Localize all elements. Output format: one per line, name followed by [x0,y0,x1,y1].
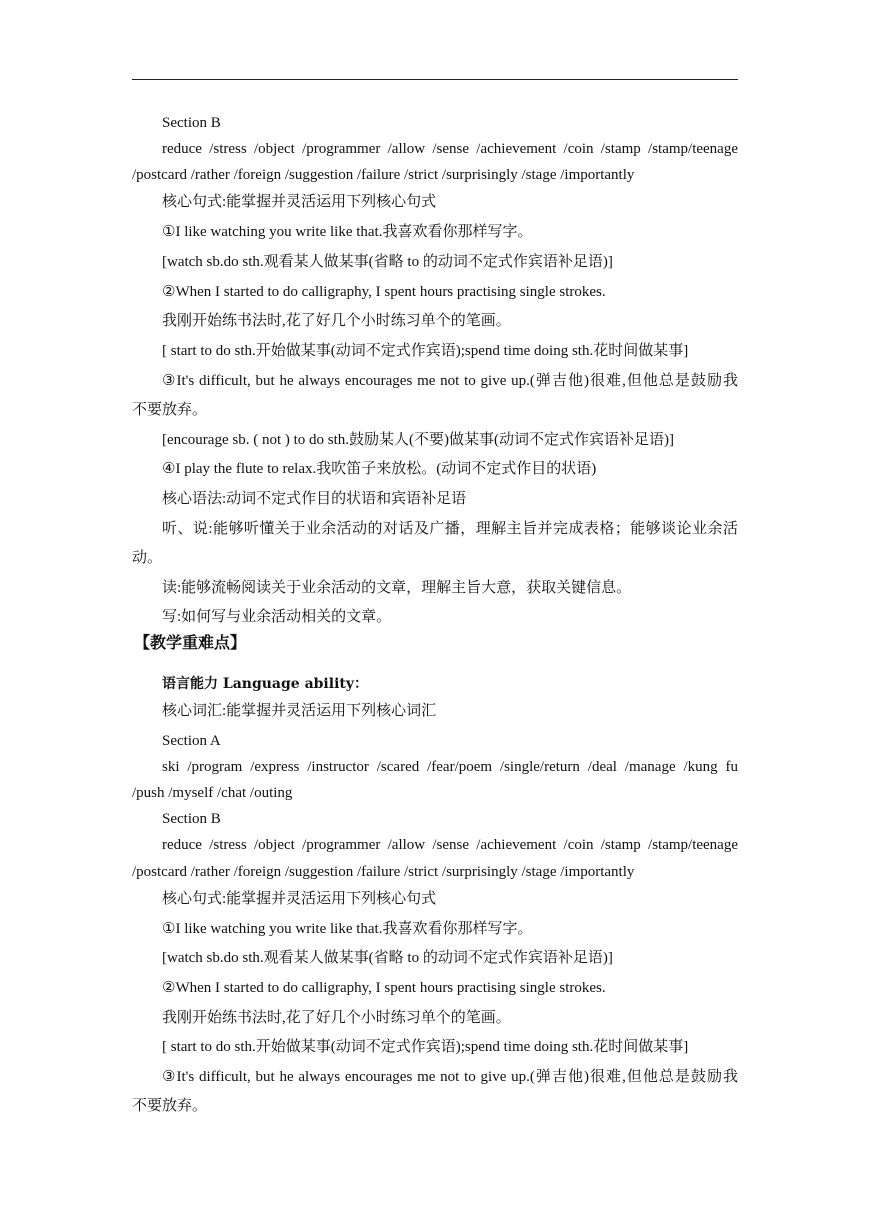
header-rule [132,79,738,80]
sentence-1-b: ①I like watching you write like that.我喜欢看你那样写字。 [162,921,533,937]
vocab-line: reduce /stress /object /programmer /allow /sense /achievement /coin /stamp /stamp/teenage [162,141,738,157]
sentence-3-note: [encourage sb. ( not ) to do sth.鼓励某人(不要)做某事(动词不定式作宾语补足语)] [162,432,675,448]
reading-goal: 读:能够流畅阅读关于业余活动的文章，理解主旨大意，获取关键信息。 [162,580,632,596]
vocab-line-2-continued: /postcard /rather /foreign /suggestion /failure /strict /surprisingly /stage /importantly [132,864,635,880]
sentence-2-b-note: [ start to do sth.开始做某事(动词不定式作宾语);spend time doing sth.花时间做某事] [162,1039,689,1055]
section-b-label: Section B [162,115,221,131]
language-ability-label: 语言能力 Language ability： [162,676,368,692]
sentence-3: ③It's difficult, but he always encourages me not to give up.(弹吉他)很难,但他总是鼓励我 [162,373,738,389]
section-heading: 【教学重难点】 [134,633,247,652]
sentence-2-b-translation: 我刚开始练书法时,花了好几个小时练习单个的笔画。 [162,1010,511,1026]
listening-speaking-goal-continued: 动。 [132,550,163,566]
sentence-3-continued: 不要放弃。 [132,402,208,418]
section-a-label: Section A [162,733,221,749]
sentence-3-b-continued: 不要放弃。 [132,1098,208,1114]
sentence-2: ②When I started to do calligraphy, I spent hours practising single strokes. [162,284,606,300]
section-a-vocab-continued: /push /myself /chat /outing [132,785,293,801]
sentence-1-note: [watch sb.do sth.观看某人做某事(省略 to 的动词不定式作宾语补足语)] [162,254,613,270]
core-sentences-label-2: 核心句式:能掌握并灵活运用下列核心句式 [162,891,437,907]
sentence-3-b: ③It's difficult, but he always encourages me not to give up.(弹吉他)很难,但他总是鼓励我 [162,1069,738,1085]
sentence-2-note: [ start to do sth.开始做某事(动词不定式作宾语);spend time doing sth.花时间做某事] [162,343,689,359]
sentence-1: ①I like watching you write like that.我喜欢看你那样写字。 [162,224,533,240]
core-vocab-label: 核心词汇:能掌握并灵活运用下列核心词汇 [162,703,437,719]
sentence-2-translation: 我刚开始练书法时,花了好几个小时练习单个的笔画。 [162,313,511,329]
writing-goal: 写:如何写与业余活动相关的文章。 [162,609,392,625]
sentence-2-b: ②When I started to do calligraphy, I spent hours practising single strokes. [162,980,606,996]
core-sentences-label: 核心句式:能掌握并灵活运用下列核心句式 [162,194,437,210]
listening-speaking-goal: 听、说:能够听懂关于业余活动的对话及广播，理解主旨并完成表格；能够谈论业余活 [162,521,738,537]
section-b-label-2: Section B [162,811,221,827]
vocab-line-continued: /postcard /rather /foreign /suggestion /failure /strict /surprisingly /stage /importantly [132,167,635,183]
vocab-line-2: reduce /stress /object /programmer /allow /sense /achievement /coin /stamp /stamp/teenage [162,837,738,853]
section-a-vocab: ski /program /express /instructor /scared /fear/poem /single/return /deal /manage /kung fu [162,759,738,775]
sentence-1-b-note: [watch sb.do sth.观看某人做某事(省略 to 的动词不定式作宾语补足语)] [162,950,613,966]
sentence-4: ④I play the flute to relax.我吹笛子来放松。(动词不定式作目的状语) [162,461,597,477]
core-grammar: 核心语法:动词不定式作目的状语和宾语补足语 [162,491,467,507]
